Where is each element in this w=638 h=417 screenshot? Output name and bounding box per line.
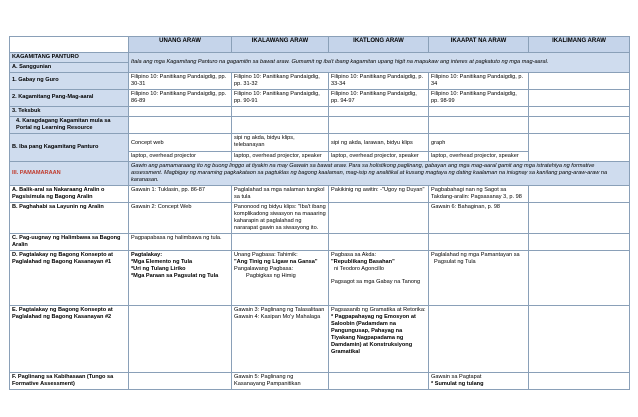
iba-day-1-bottom: laptop, overhead projector xyxy=(129,151,231,160)
header-day-3: IKATLONG ARAW xyxy=(329,37,429,53)
iba-day-4-bottom: laptop, overhead projector, speaker xyxy=(429,151,528,160)
pamamaraan-note: Gawin ang pamamaraang ito ng buong linggo at tiyakin na may Gawain sa bawat araw. Para sa holistikong paglinang, gabayan ang mga mag-aaral gamit ang mga istratehiya ng formative assessment. Magbigay ng maraming pagkakataon sa pagtuklas ng bagong kaalaman, mag-isip ng analitikal at kusang magtaya ng dating kaalaman na iniugnay sa kanilang pang-araw-araw na karanasan. xyxy=(129,161,630,185)
mag-aaral-day-4: Filipino 10: Panitikang Pandaigdig, pp. 98-99 xyxy=(429,89,529,106)
halimbawa-day-1: Pagpapabasa ng halimbawa ng tula. xyxy=(129,233,232,250)
header-day-5: IKALIMANG ARAW xyxy=(529,37,630,53)
lesson-plan-table xyxy=(9,36,630,390)
gabay-day-5 xyxy=(529,72,630,89)
kagamitan-note: Itala ang mga Kagamitang Panturo na gagamitin sa bawat araw. Gumamit ng iba't ibang kagamitan upang higit na mapukaw ang interes at pagkatuto ng mga mag-aaral. xyxy=(129,53,630,73)
day-header-row xyxy=(10,37,630,53)
gawain-item: * Sumulat ng tulang xyxy=(431,380,484,387)
pagtalakay-1-day-1 xyxy=(129,250,232,305)
pagtalakay-1-row xyxy=(10,250,630,305)
kagamitang-panturo-title: KAGAMITANG PANTURO xyxy=(12,54,79,60)
header-day-4: IKAAPAT NA ARAW xyxy=(429,37,529,53)
halimbawa-label: C. Pag-uugnay ng Halimbawa sa Bagong Aralin xyxy=(10,233,129,250)
teksbuk-row xyxy=(10,106,630,116)
iba-day-2-top: sipi ng akda, bidyu klips, telebanayan xyxy=(234,134,295,148)
pagtalakay-item: *Mga Elemento ng Tula xyxy=(131,258,193,265)
gabay-day-4: Filipino 10: Panitikang Pandaigdig, p. 34 xyxy=(429,72,529,89)
iba-day-1 xyxy=(129,133,232,161)
balik-day-3: Pakikinig ng awitin: -"Ugoy ng Duyan" xyxy=(329,185,429,202)
gabay-ng-guro-row xyxy=(10,72,630,89)
iba-day-2-bottom: laptop, overhead projector, speaker xyxy=(232,151,328,160)
pagtalakay-2-label: E. Pagtalakay ng Bagong Konsepto at Paglalahad ng Bagong Kasanayan #2 xyxy=(10,305,129,372)
gabay-day-3: Filipino 10: Panitikang Pandaigdig, p. 33-34 xyxy=(329,72,429,89)
kagamitang-panturo-row xyxy=(10,53,630,73)
iba-day-4 xyxy=(429,133,529,161)
gawain-item: Gawain 3: Paglinang ng Talasalitaan xyxy=(234,306,325,313)
iba-day-4-top: graph xyxy=(431,139,446,146)
header-day-1: UNANG ARAW xyxy=(129,37,232,53)
gabay-day-2: Filipino 10: Panitikang Pandaigdig, pp. 31-32 xyxy=(232,72,329,89)
mag-aaral-label: 2. Kagamitang Pang-Mag-aaral xyxy=(10,89,129,106)
pagbasa-heading: Pagbasa sa Akda: xyxy=(331,251,377,258)
layunin-day-5 xyxy=(529,202,630,233)
pagtalakay-1-label: D. Pagtalakay ng Bagong Konsepto at Paglalahad ng Bagong Kasanayan #1 xyxy=(10,250,129,305)
sanggunian-label: A. Sanggunian xyxy=(10,62,128,71)
layunin-day-1: Gawain 2: Concept Web xyxy=(129,202,232,233)
pagbasa-heading: Unang Pagbasa: Tahimik: xyxy=(234,251,298,258)
pamantayan-line: Pagsulat ng Tula xyxy=(434,258,476,265)
teksbuk-label: 3. Teksbuk xyxy=(10,106,129,116)
kabihasaan-row xyxy=(10,372,630,389)
pamantayan-line: Paglalahad ng mga Pamantayan sa xyxy=(431,251,520,258)
balik-day-4: Pagbabahagi nan ng Sagot sa Takdang-aralin: Pagsasanay 3, p. 98 xyxy=(429,185,529,202)
mag-aaral-row xyxy=(10,89,630,106)
pagtalakay-1-day-4 xyxy=(429,250,529,305)
gawain-item: Gawain sa Pagtapat xyxy=(431,373,482,380)
pagtalakay-2-day-2 xyxy=(232,305,329,372)
gawain-item: Gawain 4: Kasipan Mo'y Mahalaga xyxy=(234,313,321,320)
gawain-item: Kasanayang Pampanitikan xyxy=(234,380,301,387)
iba-day-3 xyxy=(329,133,429,161)
header-day-2: IKALAWANG ARAW xyxy=(232,37,329,53)
balik-day-5 xyxy=(529,185,630,202)
gramatika-item: * Pagpapahayag ng Emosyon at Saloobin (Padamdam na Pangungusap, Pahayag na Tiyakang Nagpapadama ng Damdamin) at Konstruksiyong Gramatikal xyxy=(331,313,416,355)
balik-day-2: Paglalahad sa mga nalaman tungkol sa tula xyxy=(232,185,329,202)
gawain-item: Gawain 5: Paglinang ng xyxy=(234,373,294,380)
pagtalakay-2-row xyxy=(10,305,630,372)
iba-day-3-top: sipi ng akda, larawan, bidyu klips xyxy=(331,139,413,146)
iba-pang-kagamitan-row xyxy=(10,133,630,161)
pamamaraan-row xyxy=(10,161,630,185)
mag-aaral-day-3: Filipino 10: Panitikang Pandaigdig, pp. 94-97 xyxy=(329,89,429,106)
iba-day-1-top: Concept web xyxy=(131,139,164,146)
kagamitang-panturo-label xyxy=(10,53,129,73)
pamamaraan-label: III. PAMAMARAAN xyxy=(10,161,129,185)
akda-title: "Republikang Basahan" xyxy=(331,258,395,265)
iba-pang-kagamitan-label: B. Iba pang Kagamitang Panturo xyxy=(10,133,129,161)
gramatika-heading: Pagsasanib ng Gramatika at Retorika: xyxy=(331,306,426,313)
akda-author: ni Teodoro Agoncillo xyxy=(334,265,384,272)
gabay-day-1: Filipino 10: Panitikang Pandaigdig, pp. 30-31 xyxy=(129,72,232,89)
mag-aaral-day-1: Filipino 10: Panitikang Pandaigdig, pp. 86-89 xyxy=(129,89,232,106)
layunin-day-4: Gawain 6: Bahaginan, p. 98 xyxy=(429,202,529,233)
learning-resource-row xyxy=(10,116,630,133)
iba-day-2 xyxy=(232,133,329,161)
pagtalakay-1-day-2 xyxy=(232,250,329,305)
mag-aaral-day-5 xyxy=(529,89,630,106)
balik-aral-label: A. Balik-aral sa Nakaraang Aralin o Pagsisimula ng Bagong Aralin xyxy=(10,185,129,202)
balik-aral-row xyxy=(10,185,630,202)
pagtalakay-2-day-3 xyxy=(329,305,429,372)
pagtalakay-item: *Uri ng Tulang Liriko xyxy=(131,265,186,272)
iba-day-3-bottom: laptop, overhead projector, speaker xyxy=(329,151,428,160)
layunin-label: B. Paghahabi sa Layunin ng Aralin xyxy=(10,202,129,233)
learning-resource-label: 4. Karagdagang Kagamitan mula sa Portal ng Learning Resource xyxy=(10,116,129,133)
pagbasa-item: Pagsagot sa mga Gabay na Tanong xyxy=(331,278,421,285)
pagtalakay-heading: Pagtalakay: xyxy=(131,251,163,258)
kabihasaan-label: F. Paglinang sa Kabihasaan (Tungo sa Formative Assessment) xyxy=(10,372,129,389)
layunin-day-3 xyxy=(329,202,429,233)
layunin-row xyxy=(10,202,630,233)
mag-aaral-day-2: Filipino 10: Panitikang Pandaigdig, pp. 90-91 xyxy=(232,89,329,106)
gabay-ng-guro-label: 1. Gabay ng Guro xyxy=(10,72,129,89)
balik-day-1: Gawain 1: Tuklasin, pp. 86-87 xyxy=(129,185,232,202)
pagbasa-item: Pagbigkas ng Himig xyxy=(246,272,296,279)
kabihasaan-day-4 xyxy=(429,372,529,389)
halimbawa-row xyxy=(10,233,630,250)
akda-title: "Ang Tinig ng Ligaw na Gansa" xyxy=(234,258,318,265)
iba-day-5 xyxy=(529,133,630,161)
header-corner xyxy=(10,37,129,53)
kabihasaan-day-2 xyxy=(232,372,329,389)
pagbasa-item: Pangalawang Pagbasa: xyxy=(234,265,294,272)
pagtalakay-1-day-3 xyxy=(329,250,429,305)
pagtalakay-item: *Mga Paraan sa Pagsulat ng Tula xyxy=(131,272,219,279)
layunin-day-2: Panonood ng bidyu klips: "Iba't ibang komplikadong siwasyon na maaaring kaharapin at paglalahad ng nararapat gawin sa siwasyong ito. xyxy=(232,202,329,233)
